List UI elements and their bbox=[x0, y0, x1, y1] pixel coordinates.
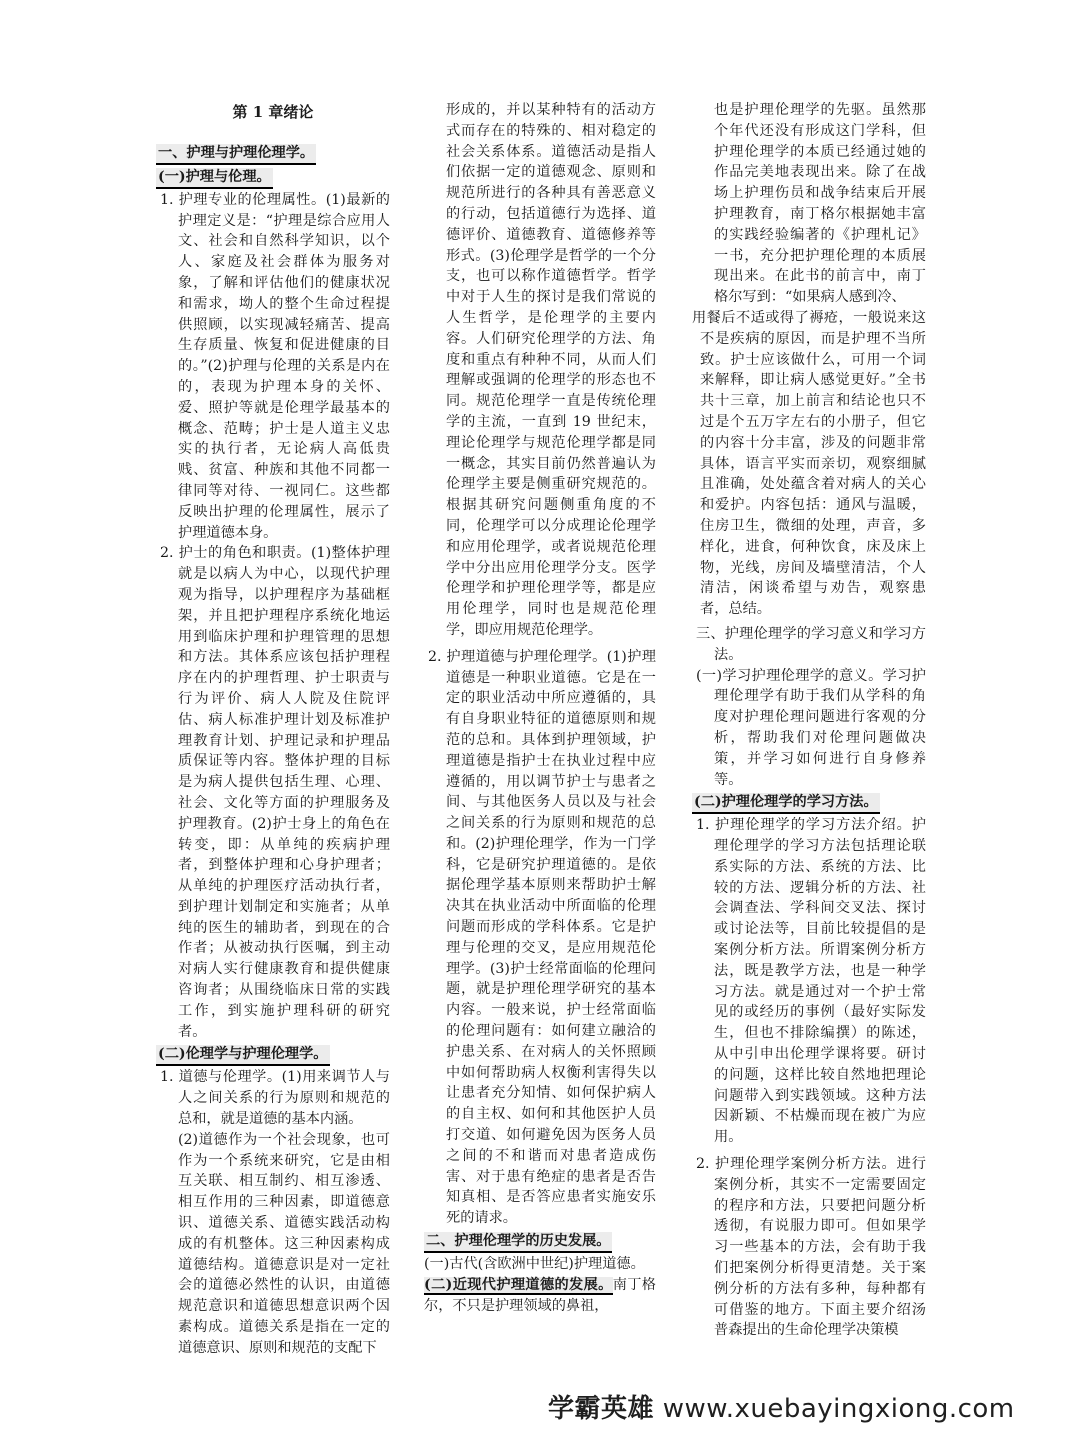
watermark-footer bbox=[548, 1388, 1015, 1425]
section-heading-2: 二、护理伦理学的历史发展。 bbox=[424, 1232, 612, 1253]
paragraph-study-significance: (一)学习护理伦理学的意义。学习护理伦理学有助于我们从学科的角度对护理伦理问题进行客观的分析，帮助我们对伦理问题做决策，并学习如何进行自身修养等。 bbox=[696, 667, 926, 788]
subsection-heading-1-2: (二)伦理学与护理伦理学。 bbox=[156, 1045, 330, 1066]
watermark-brand: 学霸英雄 bbox=[548, 1394, 655, 1424]
subsection-heading-3-2: (二)护理伦理学的学习方法。 bbox=[692, 793, 880, 814]
paragraph-ethics-continued: 形成的，并以某种特有的活动方式而存在的特殊的、相对稳定的社会关系体系。道德活动是指人们依据一定的道德观念、原则和规范所进行的各种具有善恶意义的行动，包括道德行为选择、道德评价、道德教育、道德修养等形式。(3)伦理学是哲学的一个分支，也可以称作道德哲学。哲学中对于人生的探讨是我们常说的人生哲学，是伦理学的主要内容。人们研究伦理学的方法、角度和重点有种种不同，从而人们理解或强调的伦理学的形态也不同。规范伦理学一直是传统伦理学的主流，一直到 19 世纪末，理论伦理学与规范伦理学都是同一概念，其实目前仍然普遍认为伦理学主要是侧重研究规范的。根据其研究问题侧重角度的不同，伦理学可以分成理论伦理学和应用伦理学，或者说规范伦理学中分出应用伦理学分支。医学伦理学和护理伦理学等，都是应用伦理学，同时也是规范伦理学，即应用规范伦理学。 bbox=[446, 102, 656, 638]
paragraph-ethical-attributes: 1. 护理专业的伦理属性。(1)最新的护理定义是：“护理是综合应用人文、社会和自然科学知识，以个人、家庭及社会群体为服务对象，了解和评估他们的健康状况和需求，坳人的整个生命过程提供照顾，以实现减轻痛苦、提高生存质量、恢复和促进健康的目的。”(2)护理与伦理的关系是内在的，表现为护理本身的关怀、爱、照护等就是伦理学最基本的概念、范畴；护士是人道主义忠实的执行者，无论病人高低贵贱、贫富、种族和其他不同都一律同等对待、一视同仁。这些都反映出护理的伦理属性，展示了护理道德本身。 bbox=[160, 191, 390, 541]
watermark-url: www.xuebayingxiong.com bbox=[662, 1394, 1015, 1424]
column-1 bbox=[156, 100, 390, 1359]
paragraph-notes-on-nursing: 用餐后不适或得了褥疮，一般说来这不是疾病的原因，而是护理不当所致。护士应该做什么，可用一个词来解释，即让病人感觉更好。”全书共十三章，加上前言和结论也只不过是个五万字左右的小册子，但它的内容十分丰富，涉及的问题非常具体，语言平实而亲切，观察细腻且准确，处处蕴含着对病人的关心和爱护。内容包括：通风与温暖，住房卫生，微细的处理，声音，多样化，进食，何种饮食，床及床上物，光线，房间及墙壁清洁，个人清洁，闲谈希望与劝告，观察患者，总结。 bbox=[692, 309, 926, 618]
paragraph-nursing-morality: 2. 护理道德与护理伦理学。(1)护理道德是一种职业道德。它是在一定的职业活动中所应遵循的，具有自身职业特征的道德原则和规范的总和。具体到护理领域，护理道德是指护士在执业过程中应遵循的，用以调节护士与患者之间、与其他医务人员以及与社会之间关系的行为原则和规范的总和。(2)护理伦理学，作为一门学科，它是研究护理道德的。是依据伦理学基本原则来帮助护士解决其在执业活动中所面临的伦理问题而形成的学科体系。它是护理与伦理的交叉，是应用规范伦理学。(3)护士经常面临的伦理问题，就是护理伦理学研究的基本内容。一般来说，护士经常面临的伦理问题有：如何建立融洽的护患关系、在对病人的关怀照顾中如何帮助病人权衡利害得失以让患者充分知情、如何保护病人的自主权、如何和其他医护人员打交道、如何避免因为医务人员之间的不和谐而对患者造成伤害、对于患有绝症的患者是否告知真相、是否答应患者实施安乐死的请求。 bbox=[428, 648, 656, 1227]
subsection-heading-2-2: (二)近现代护理道德的发展。 bbox=[424, 1276, 613, 1293]
paragraph-nurse-roles: 2. 护士的角色和职责。(1)整体护理就是以病人为中心，以现代护理观为指导，以护理程序为基础框架，并且把护理程序系统化地运用到临床护理和护理管理的思想和方法。其体系应该包括护理程序在内的护理哲理、护士职责与行为评价、病人人院及住院评估、病人标准护理计划及标准护理教育计划、护理记录和护理品质保证等内容。整体护理的目标是为病人提供包括生理、心理、社会、文化等方面的护理服务及护理教育。(2)护士身上的角色在转变，即：从单纯的疾病护理者，到整体护理和心身护理者；从单纯的护理医疗活动执行者，到护理计划制定和实施者；从单纯的医生的辅助者，到现在的合作者；从被动执行医嘱，到主动对病人实行健康教育和提供健康咨询者；从围绕临床日常的实践工作，到实施护理科研的研究者。 bbox=[160, 545, 390, 1040]
chapter-title: 第 1 章绪论 bbox=[232, 103, 314, 121]
paragraph-morality-ethics: 1. 道德与伦理学。(1)用来调节人与人之间关系的行为原则和规范的总和，就是道德的基本内涵。 bbox=[160, 1069, 390, 1128]
paragraph-nightingale-start: 南丁格尔，不只是护理领域的鼻祖， bbox=[424, 1276, 656, 1314]
subsection-heading-1-1: (一)护理与伦理。 bbox=[156, 168, 273, 189]
paragraph-ancient-nursing: (一)古代(含欧洲中世纪)护理道德。 bbox=[424, 1256, 645, 1273]
section-heading-3: 三、护理伦理学的学习意义和学习方法。 bbox=[696, 625, 926, 663]
column-2 bbox=[424, 100, 656, 1316]
paragraph-study-methods: 1. 护理伦理学的学习方法介绍。护理伦理学的学习方法包括理论联系实际的方法、系统的方法、比较的方法、逻辑分析的方法、社会调查法、学科间交叉法、探讨或讨论法等，目前比较提倡的是案例分析方法。所谓案例分析方法，既是教学方法，也是一种学习方法。就是通过对一个护士常见的或经历的事例（最好实际发生，但也不排除编撰）的陈述，从中引申出伦理学课将要。研讨的问题，这样比较自然地把理论问题带入到实践领域。这种方法因新颖、不枯燥而现在被广为应用。 bbox=[696, 817, 926, 1146]
paragraph-nightingale-continued: 也是护理伦理学的先驱。虽然那个年代还没有形成这门学科，但护理伦理学的本质已经通过她的作品完美地表现出来。除了在战场上护理伤员和战争结束后开展护理教育，南丁格尔根据她丰富的实践经验编著的《护理札记》一书，充分把护理伦理的本质展现出来。在此书的前言中，南丁格尔写到：“如果病人感到冷、 bbox=[714, 102, 926, 306]
section-heading-1: 一、护理与护理伦理学。 bbox=[156, 144, 316, 165]
paragraph-case-analysis: 2. 护理伦理学案例分析方法。进行案例分析，其实不一定需要固定的程序和方法，只要把问题分析透彻，有说服力即可。但如果学习一些基本的方法，会有助于我们把案例分析得更清楚。关于案例分析的方法有多种，每种都有可借鉴的地方。下面主要介绍汤普森提出的生命伦理学决策模 bbox=[696, 1156, 926, 1339]
column-3 bbox=[692, 100, 926, 1341]
paragraph-morality-structure: (2)道德作为一个社会现象，也可作为一个系统来研究，它是由相互关联、相互制约、相互渗透、相互作用的三种因素，即道德意识、道德关系、道德实践活动构成的有机整体。这三种因素构成道德结构。道德意识是对一定社会的道德必然性的认识，由道德规范意识和道德思想意识两个因素构成。道德关系是指在一定的道德意识、原则和规范的支配下 bbox=[178, 1131, 390, 1356]
